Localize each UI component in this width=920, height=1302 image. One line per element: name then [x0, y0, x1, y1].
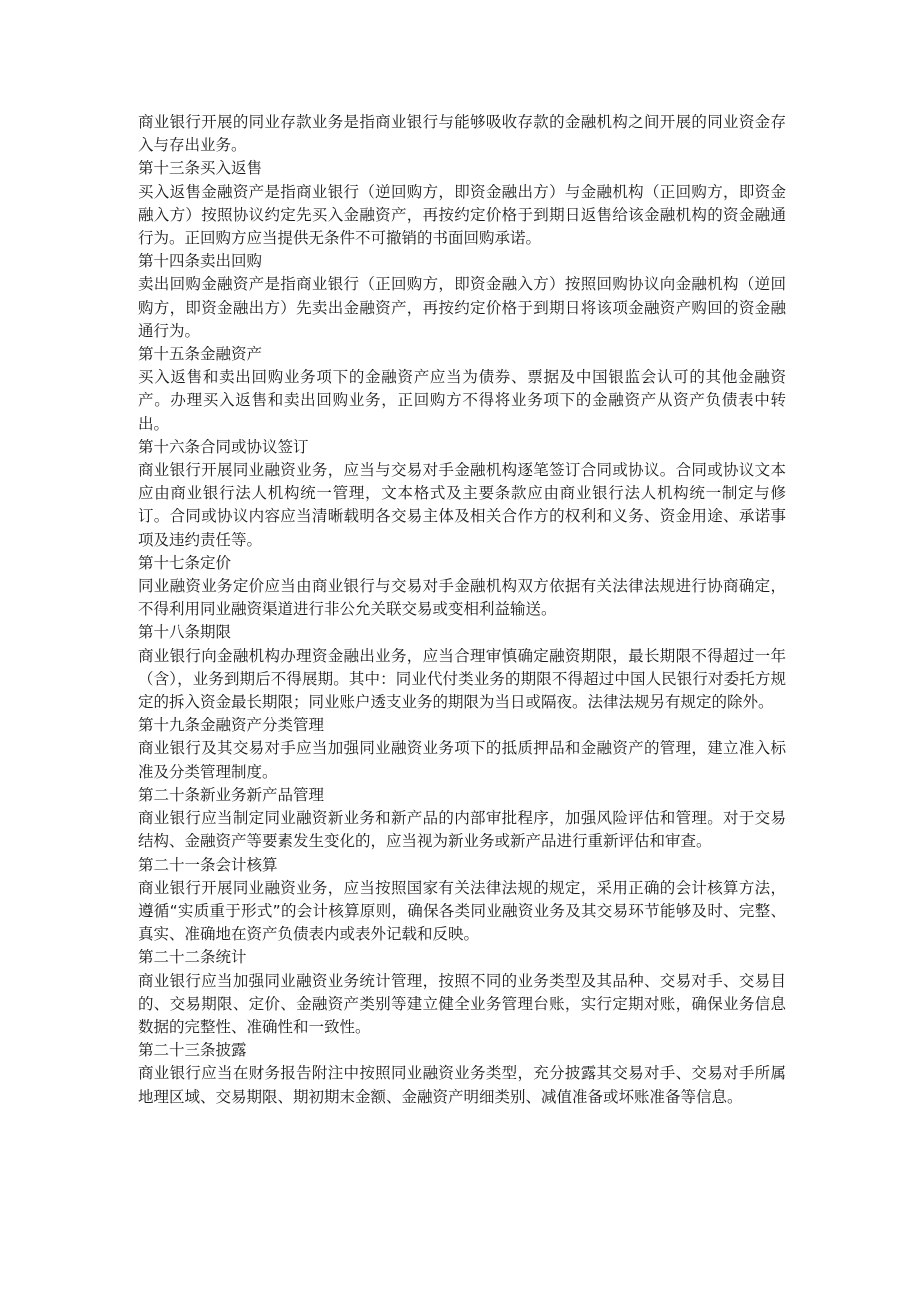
article-17-heading: 第十七条定价	[138, 553, 232, 572]
article-16-heading: 第十六条合同或协议签订	[138, 437, 309, 456]
article-19-heading: 第十九条金融资产分类管理	[138, 716, 325, 735]
article-22-body: 商业银行应当加强同业融资业务统计管理，按照不同的业务类型及其品种、交易对手、交易目的、交易期限、定价、金融资产类别等建立健全业务管理台账，实行定期对账，确保业务信息数据的完整性、准确性和一致性。	[138, 971, 786, 1036]
article-14-body: 卖出回购金融资产是指商业银行（正回购方，即资金融入方）按照回购协议向金融机构（逆回购方，即资金融出方）先卖出金融资产，再按约定价格于到期日将该项金融资产购回的资金融通行为。	[138, 275, 786, 340]
article-20-heading: 第二十条新业务新产品管理	[138, 785, 325, 804]
article-21-heading: 第二十一条会计核算	[138, 855, 278, 874]
article-17-body: 同业融资业务定价应当由商业银行与交易对手金融机构双方依据有关法律法规进行协商确定，不得利用同业融资渠道进行非公允关联交易或变相利益输送。	[138, 577, 786, 619]
article-20-body: 商业银行应当制定同业融资新业务和新产品的内部审批程序，加强风险评估和管理。对于交易结构、金融资产等要素发生变化的，应当视为新业务或新产品进行重新评估和审查。	[138, 809, 786, 851]
article-19-body: 商业银行及其交易对手应当加强同业融资业务项下的抵质押品和金融资产的管理，建立准入标准及分类管理制度。	[138, 739, 786, 781]
paragraph-interbank-deposit: 商业银行开展的同业存款业务是指商业银行与能够吸收存款的金融机构之间开展的同业资金存入与存出业务。	[138, 113, 786, 155]
article-21-body: 商业银行开展同业融资业务，应当按照国家有关法律法规的规定，采用正确的会计核算方法，遵循“实质重于形式”的会计核算原则，确保各类同业融资业务及其交易环节能够及时、完整、真实、准确地在资产负债表内或表外记载和反映。	[138, 878, 786, 944]
article-18-heading: 第十八条期限	[138, 623, 232, 642]
article-15-body: 买入返售和卖出回购业务项下的金融资产应当为债券、票据及中国银监会认可的其他金融资产。办理买入返售和卖出回购业务，正回购方不得将业务项下的金融资产从资产负债表中转出。	[138, 368, 786, 433]
article-18-body: 商业银行向金融机构办理资金融出业务，应当合理审慎确定融资期限，最长期限不得超过一年（含），业务到期后不得展期。其中：同业代付类业务的期限不得超过中国人民银行对委托方规定的拆入资金最长期限；同业账户透支业务的期限为当日或隔夜。法律法规另有规定的除外。	[138, 646, 786, 712]
article-23-heading: 第二十三条披露	[138, 1041, 247, 1060]
article-22-heading: 第二十二条统计	[138, 948, 247, 967]
article-15-heading: 第十五条金融资产	[138, 345, 263, 364]
article-14-heading: 第十四条卖出回购	[138, 252, 263, 271]
article-13-body: 买入返售金融资产是指商业银行（逆回购方，即资金融出方）与金融机构（正回购方，即资金融入方）按照协议约定先买入金融资产，再按约定价格于到期日返售给该金融机构的资金融通行为。正回购方应当提供无条件不可撤销的书面回购承诺。	[138, 182, 786, 248]
document-body	[138, 111, 786, 1109]
article-13-heading: 第十三条买入返售	[138, 159, 263, 178]
article-16-body: 商业银行开展同业融资业务，应当与交易对手金融机构逐笔签订合同或协议。合同或协议文本应由商业银行法人机构统一管理，文本格式及主要条款应由商业银行法人机构统一制定与修订。合同或协议内容应当清晰载明各交易主体及相关合作方的权利和义务、资金用途、承诺事项及违约责任等。	[138, 461, 786, 549]
article-23-body: 商业银行应当在财务报告附注中按照同业融资业务类型，充分披露其交易对手、交易对手所属地理区域、交易期限、期初期末金额、金融资产明细类别、减值准备或坏账准备等信息。	[138, 1064, 786, 1106]
